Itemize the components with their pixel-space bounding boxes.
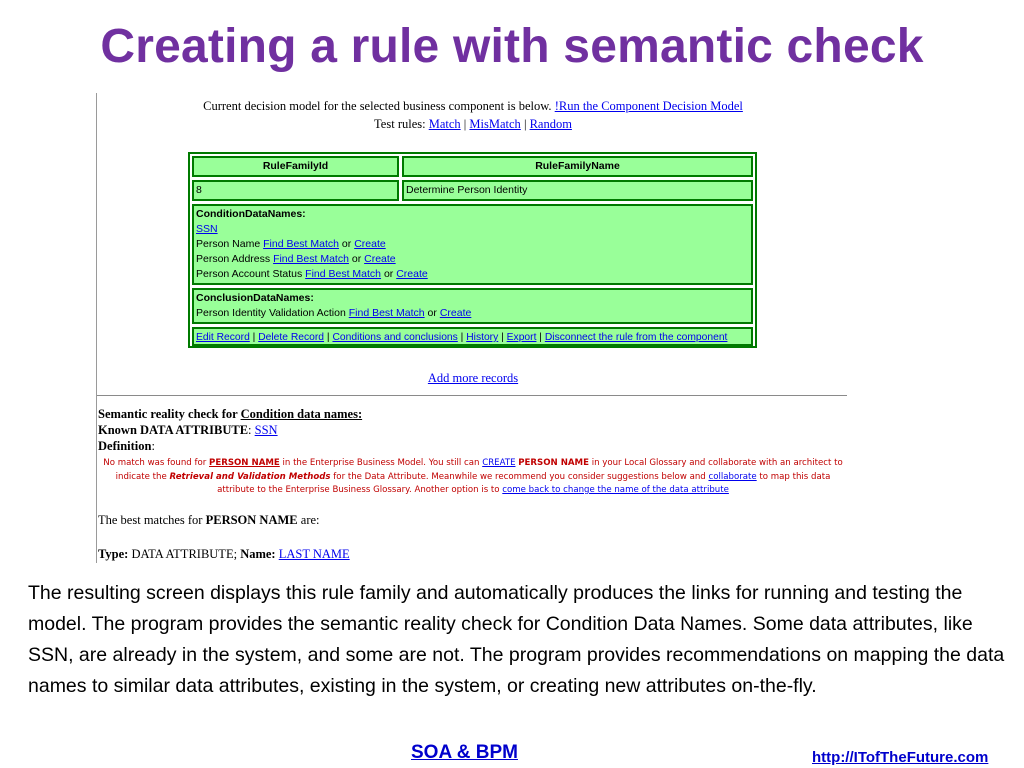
test-rules-line: Test rules: Match | MisMatch | Random — [374, 117, 572, 131]
rule-table — [188, 152, 757, 348]
condition-name: Person Account Status — [196, 268, 303, 280]
create-link[interactable]: Create — [364, 253, 396, 265]
create-link[interactable]: Create — [439, 307, 472, 319]
name-label: Name: — [240, 547, 276, 561]
slide-description: The resulting screen displays this rule family and automatically produces the links for running and testing the model. The program provides the semantic reality check for Condition Data Names. Some data attributes, like SSN, are already in the system, and some are not. The program provides recommendations on mapping the data names to similar data attributes, existing in the system, or creating new attributes on-the-fly. — [28, 582, 1005, 697]
or-text: or — [427, 307, 437, 319]
create-link[interactable]: Create — [396, 268, 428, 280]
find-best-match-link[interactable]: Find Best Match — [263, 238, 339, 250]
no-match-message — [97, 457, 849, 498]
msg-text: in your Local Glossary and collaborate with an architect to indicate the — [115, 458, 843, 482]
conditions-conclusions-link[interactable]: Conditions and conclusions — [332, 332, 458, 343]
known-ssn-link[interactable]: SSN — [254, 423, 278, 437]
create-link[interactable]: Create — [354, 238, 386, 250]
cell-rule-family-id: 8 — [192, 180, 399, 201]
condition-data-names-link[interactable]: Condition data names: — [240, 407, 363, 421]
delete-record-link[interactable]: Delete Record — [258, 332, 325, 343]
or-text: or — [351, 253, 362, 265]
find-best-match-link[interactable]: Find Best Match — [348, 307, 425, 319]
condition-row — [196, 252, 749, 267]
history-link[interactable]: History — [466, 332, 499, 343]
header-rule-family-id: RuleFamilyId — [192, 156, 399, 177]
msg-text: No match was found for — [103, 458, 207, 468]
best-matches-prefix: The best matches for — [98, 513, 203, 527]
conclusion-name: Person Identity Validation Action — [196, 307, 346, 319]
condition-row — [196, 237, 749, 252]
msg-text: to map this data attribute to the Enterprise Business Glossary. Another option is to — [217, 471, 831, 495]
msg-text: in the Enterprise Business Model. You still can — [282, 458, 480, 468]
create-upper-link[interactable]: CREATE — [482, 458, 516, 468]
screenshot-panel — [96, 93, 849, 563]
known-attribute-label: Known DATA ATTRIBUTE — [98, 423, 249, 437]
test-mismatch-link[interactable]: MisMatch — [469, 117, 521, 131]
header-rule-family-name: RuleFamilyName — [402, 156, 753, 177]
or-text: or — [341, 238, 352, 250]
actions-cell: Edit Record | Delete Record | Conditions and conclusions | History | Export | Disconnect the rule from the component — [192, 327, 753, 346]
come-back-link[interactable]: come back to change the name of the data attribute — [502, 485, 729, 495]
intro-line — [97, 99, 849, 114]
semantic-heading: Semantic reality check for — [98, 407, 238, 421]
condition-name: Person Name — [196, 238, 261, 250]
definition-label: Definition — [98, 439, 152, 453]
condition-row — [196, 267, 749, 282]
last-name-link[interactable]: LAST NAME — [278, 547, 350, 561]
test-match-link[interactable]: Match — [428, 117, 461, 131]
footer-soa-bpm-link[interactable]: SOA & BPM — [411, 742, 518, 763]
find-best-match-link[interactable]: Find Best Match — [305, 268, 382, 280]
semantic-check-block: Semantic reality check for Condition data names: Known DATA ATTRIBUTE: SSN Definition: — [98, 407, 363, 453]
slide-title: Creating a rule with semantic check — [100, 20, 924, 73]
type-value: DATA ATTRIBUTE; — [131, 547, 238, 561]
add-more-records-link[interactable]: Add more records — [427, 371, 519, 385]
msg-text: for the Data Attribute. Meanwhile we recommend you consider suggestions below and — [333, 471, 706, 482]
condition-data-names-cell — [192, 204, 753, 285]
disconnect-rule-link[interactable]: Disconnect the rule from the component — [544, 332, 728, 343]
add-more-line — [97, 371, 849, 386]
run-model-link[interactable]: !Run the Component Decision Model — [554, 99, 743, 113]
person-name-link[interactable]: PERSON NAME — [209, 458, 280, 468]
or-text: or — [383, 268, 394, 280]
edit-record-link[interactable]: Edit Record — [196, 332, 250, 343]
conclusion-label: ConclusionDataNames: — [196, 292, 314, 304]
type-line — [98, 547, 350, 562]
conclusion-row — [196, 306, 749, 321]
best-matches-name: PERSON NAME — [205, 513, 298, 527]
export-link[interactable]: Export — [506, 332, 537, 343]
best-matches-line — [98, 513, 320, 528]
cell-rule-family-name: Determine Person Identity — [402, 180, 753, 201]
collaborate-link[interactable]: collaborate — [708, 471, 757, 482]
type-label: Type: — [98, 547, 129, 561]
conclusion-data-names-cell — [192, 288, 753, 324]
retrieval-methods-text: Retrieval and Validation Methods — [169, 471, 331, 482]
test-random-link[interactable]: Random — [529, 117, 572, 131]
best-matches-suffix: are: — [300, 513, 320, 527]
find-best-match-link[interactable]: Find Best Match — [273, 253, 349, 265]
msg-person-name: PERSON NAME — [518, 458, 589, 468]
test-rules-label: Test rules: — [374, 117, 426, 131]
footer-website-link[interactable]: http://ITofTheFuture.com — [812, 749, 989, 766]
condition-label: ConditionDataNames: — [196, 208, 306, 220]
divider — [97, 395, 847, 396]
intro-text: Current decision model for the selected business component is below. — [203, 99, 552, 113]
condition-name: Person Address — [196, 253, 271, 265]
condition-ssn-link[interactable]: SSN — [196, 223, 218, 235]
